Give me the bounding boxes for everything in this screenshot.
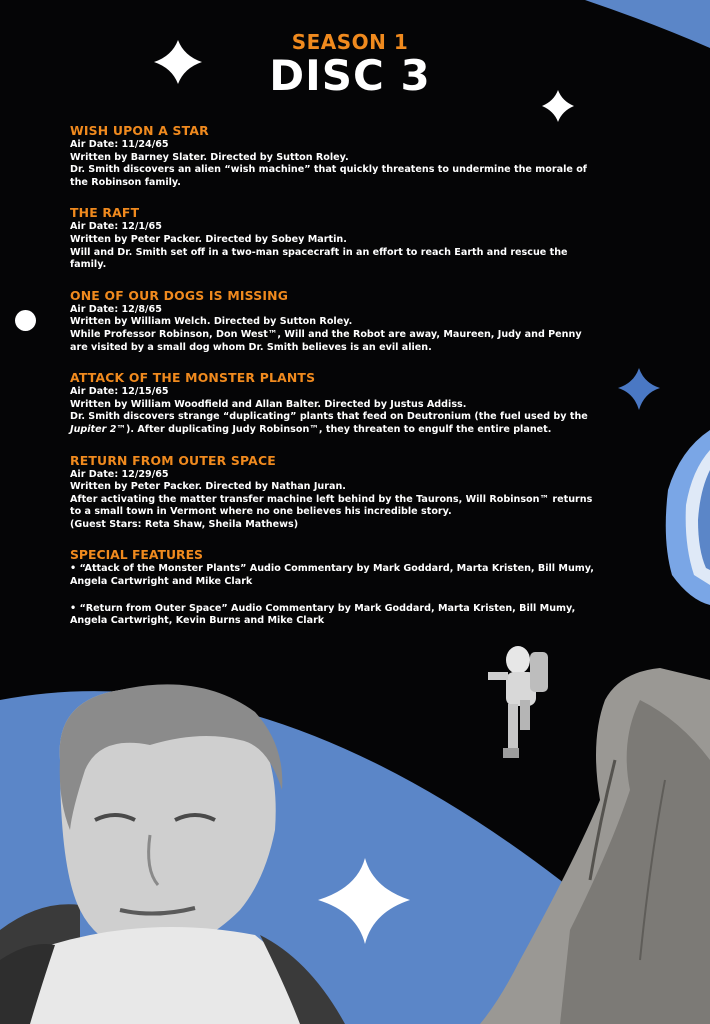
astronaut-figure	[488, 646, 548, 758]
episode-air-date: Air Date: 12/8/65	[70, 303, 162, 315]
episode-air-date: Air Date: 11/24/65	[70, 139, 169, 150]
episode-3	[70, 287, 595, 354]
binder-hole	[15, 310, 36, 331]
feature-item: • “Attack of the Monster Plants” Audio Commentary by Mark Goddard, Marta Kristen, Bill Mumy, Angela Cartwright and Mike Clark	[70, 563, 594, 588]
episode-credits: Written by William Woodfield and Allan Balter. Directed by Justus Addiss.	[70, 398, 467, 410]
episode-synopsis: Dr. Smith discovers an alien “wish machine” that quickly threatens to undermine the morale of the Robinson family.	[70, 164, 587, 188]
disc-title: DISC 3	[269, 51, 431, 100]
synopsis-part-b: ). After duplicating Judy Robinson™, they threaten to engulf the entire planet.	[126, 423, 552, 435]
season-label: SEASON 1	[291, 30, 409, 54]
special-features	[70, 546, 595, 627]
episode-synopsis: While Professor Robinson, Don West™, Will and the Robot are away, Maureen, Judy and Penny are visited by a small dog whom Dr. Smith believes is an evil alien.	[70, 328, 582, 353]
episode-credits: Written by Barney Slater. Directed by Sutton Roley.	[70, 151, 349, 163]
episode-credits: Written by Peter Packer. Directed by Sobey Martin.	[70, 233, 347, 245]
episode-title: RETURN FROM OUTER SPACE	[70, 452, 276, 468]
episode-air-date: Air Date: 12/15/65	[70, 386, 169, 398]
episode-synopsis: After activating the matter transfer machine left behind by the Taurons, Will Robinson™ returns to a small town in Vermont where no one believes his incredible story.	[70, 493, 593, 518]
star-top-left-icon	[154, 40, 202, 84]
top-blue-band	[585, 0, 710, 48]
episode-synopsis	[70, 411, 595, 436]
episode-4	[70, 369, 595, 436]
episode-credits: Written by Peter Packer. Directed by Nathan Juran.	[70, 481, 346, 493]
feature-item: • “Return from Outer Space” Audio Commentary by Mark Goddard, Marta Kristen, Bill Mumy, Angela Cartwright, Kevin Burns and Mike Clark	[70, 602, 576, 627]
episode-credits: Written by William Welch. Directed by Sutton Roley.	[70, 316, 353, 328]
episode-1	[70, 122, 595, 189]
episode-guest-stars: (Guest Stars: Reta Shaw, Sheila Mathews)	[70, 518, 299, 530]
episode-2	[70, 204, 595, 271]
star-blue-right-icon	[618, 368, 660, 410]
episode-air-date: Air Date: 12/1/65	[70, 221, 162, 233]
special-features-title: SPECIAL FEATURES	[70, 547, 203, 563]
synopsis-ship-name: Jupiter 2™	[70, 423, 126, 435]
episode-synopsis: Will and Dr. Smith set off in a two-man spacecraft in an effort to reach Earth and rescue the family.	[70, 246, 568, 271]
synopsis-part-a: Dr. Smith discovers strange “duplicating” plants that feed on Deutronium (the fuel used by the	[70, 411, 588, 423]
episode-title: THE RAFT	[70, 205, 140, 221]
episode-title: ONE OF OUR DOGS IS MISSING	[70, 287, 289, 303]
episode-5	[70, 452, 595, 532]
star-top-right-icon	[542, 90, 574, 122]
episode-title: ATTACK OF THE MONSTER PLANTS	[70, 370, 316, 386]
episode-list	[70, 122, 595, 642]
episode-title: WISH UPON A STAR	[70, 123, 209, 138]
episode-air-date: Air Date: 12/29/65	[70, 468, 169, 480]
